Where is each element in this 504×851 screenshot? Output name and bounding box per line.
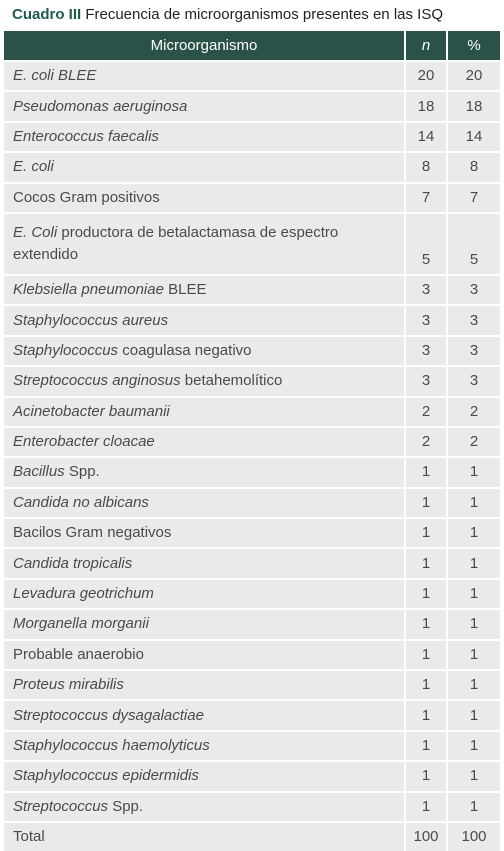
- cell-microorganism: [4, 456, 404, 486]
- microorganism-name-part: E. coli BLEE: [13, 67, 97, 85]
- cell-microorganism: [4, 274, 404, 304]
- microorganism-name-part: Staphylococcus haemolyticus: [13, 737, 210, 754]
- header-microorganism: Microorganismo: [4, 31, 404, 60]
- cell-n: 8: [404, 151, 446, 181]
- cell-n: 100: [404, 821, 446, 851]
- cell-microorganism: [4, 608, 404, 638]
- cell-microorganism: [4, 578, 404, 608]
- header-percent: %: [446, 31, 500, 60]
- cell-microorganism: [4, 639, 404, 669]
- cell-percent: 7: [446, 182, 500, 212]
- microorganism-name-part: Levadura geotrichum: [13, 585, 154, 603]
- microorganism-name-part: Candida no albicans: [13, 493, 149, 511]
- cell-percent: 5: [446, 212, 500, 274]
- header-n: n: [404, 31, 446, 60]
- cell-n: 18: [404, 90, 446, 120]
- cell-percent: 1: [446, 608, 500, 638]
- cell-n: 1: [404, 578, 446, 608]
- cell-percent: 8: [446, 151, 500, 181]
- microorganism-name-part: Streptococcus dysagalactiae: [13, 706, 204, 724]
- microorganism-name-part: productora de betalactamasa de espectro extendido: [13, 223, 339, 263]
- cell-percent: 1: [446, 456, 500, 486]
- microorganism-name-part: Staphylococcus epidermidis: [13, 767, 199, 785]
- cell-percent: 100: [446, 821, 500, 851]
- cell-microorganism: [4, 182, 404, 212]
- table-row: [4, 182, 500, 212]
- caption-text: Frecuencia de microorganismos presentes en las ISQ: [81, 6, 444, 23]
- cell-microorganism: [4, 90, 404, 120]
- cell-percent: 2: [446, 396, 500, 426]
- cell-n: 2: [404, 426, 446, 456]
- cell-microorganism: [4, 791, 404, 821]
- microorganism-name-part: Bacillus: [13, 463, 65, 481]
- table-body: [4, 60, 500, 851]
- cell-percent: 3: [446, 335, 500, 365]
- cell-microorganism: [4, 121, 404, 151]
- cell-microorganism: [4, 669, 404, 699]
- cell-microorganism: [4, 151, 404, 181]
- table-row: [4, 274, 500, 304]
- cell-percent: 1: [446, 669, 500, 699]
- cell-percent: 1: [446, 791, 500, 821]
- microorganism-name-part: Acinetobacter baumanii: [13, 402, 170, 420]
- cell-microorganism: [4, 212, 404, 274]
- cell-percent: 1: [446, 730, 500, 760]
- table-row: [4, 487, 500, 517]
- cell-percent: 1: [446, 517, 500, 547]
- cell-n: 1: [404, 517, 446, 547]
- cell-percent: 1: [446, 547, 500, 577]
- cell-microorganism: [4, 335, 404, 365]
- cell-n: 1: [404, 699, 446, 729]
- microorganism-name-part: Klebsiella pneumoniae: [13, 281, 164, 299]
- microorganism-name-part: Candida tropicalis: [13, 554, 133, 572]
- cell-n: 1: [404, 639, 446, 669]
- microorganism-name-part: Spp.: [64, 463, 100, 481]
- microorganism-name-part: Streptococcus: [13, 797, 109, 815]
- cell-microorganism: [4, 487, 404, 517]
- cell-percent: 20: [446, 60, 500, 90]
- cell-n: 1: [404, 547, 446, 577]
- header-row: [4, 31, 500, 60]
- cell-percent: 3: [446, 304, 500, 334]
- microorganism-name-part: Pseudomonas aeruginosa: [13, 97, 188, 115]
- cell-n: 1: [404, 669, 446, 699]
- cell-n: 2: [404, 396, 446, 426]
- cell-n: 3: [404, 304, 446, 334]
- cell-n: 14: [404, 121, 446, 151]
- cell-n: 1: [404, 456, 446, 486]
- cell-microorganism: [4, 517, 404, 547]
- cell-microorganism: [4, 821, 404, 851]
- cell-percent: 3: [446, 274, 500, 304]
- microorganism-name-part: E. Coli: [13, 223, 58, 241]
- table-row: [4, 456, 500, 486]
- cell-percent: 1: [446, 487, 500, 517]
- table-header: [4, 31, 500, 60]
- cell-microorganism: [4, 365, 404, 395]
- cell-percent: 1: [446, 760, 500, 790]
- cell-percent: 1: [446, 578, 500, 608]
- microorganism-name-part: Cocos Gram positivos: [13, 188, 160, 206]
- microorganism-name-part: Bacilos Gram negativos: [13, 524, 172, 542]
- cell-percent: 1: [446, 639, 500, 669]
- microorganism-table: [4, 31, 500, 851]
- cell-percent: 3: [446, 365, 500, 395]
- table-row: [4, 730, 500, 760]
- microorganism-name-part: Staphylococcus aureus: [13, 311, 169, 329]
- table-row: [4, 669, 500, 699]
- cell-microorganism: [4, 699, 404, 729]
- microorganism-name-part: Enterobacter cloacae: [13, 433, 155, 451]
- table-row: [4, 547, 500, 577]
- cell-n: 3: [404, 335, 446, 365]
- microorganism-name-part: Morganella morganii: [13, 615, 149, 633]
- cell-n: 1: [404, 487, 446, 517]
- table-row: [4, 212, 500, 274]
- table-row: [4, 699, 500, 729]
- cell-percent: 2: [446, 426, 500, 456]
- table-row: [4, 121, 500, 151]
- cell-microorganism: [4, 760, 404, 790]
- cell-percent: 1: [446, 699, 500, 729]
- caption-label: Cuadro III: [12, 6, 82, 23]
- cell-n: 5: [404, 212, 446, 274]
- table-row: [4, 365, 500, 395]
- cell-n: 1: [404, 760, 446, 790]
- table-caption: [12, 5, 443, 25]
- cell-microorganism: [4, 304, 404, 334]
- microorganism-name-part: Total: [13, 828, 45, 846]
- cell-n: 20: [404, 60, 446, 90]
- table-row: [4, 426, 500, 456]
- microorganism-name-part: betahemolítico: [180, 372, 283, 390]
- cell-percent: 14: [446, 121, 500, 151]
- table-row: [4, 335, 500, 365]
- microorganism-name-part: Streptococcus anginosus: [13, 372, 181, 390]
- cell-microorganism: [4, 547, 404, 577]
- microorganism-name-part: BLEE: [163, 281, 207, 299]
- table-row: [4, 151, 500, 181]
- table-row: [4, 517, 500, 547]
- table-row: [4, 791, 500, 821]
- microorganism-name-part: coagulasa negativo: [118, 341, 252, 359]
- table-row: [4, 760, 500, 790]
- cell-n: 7: [404, 182, 446, 212]
- microorganism-name-part: Proteus mirabilis: [13, 676, 124, 694]
- table-row: [4, 396, 500, 426]
- table-row: [4, 60, 500, 90]
- cell-microorganism: [4, 730, 404, 760]
- table-row: [4, 304, 500, 334]
- microorganism-name-part: Spp.: [108, 797, 144, 815]
- cell-n: 1: [404, 608, 446, 638]
- microorganism-name-part: Probable anaerobio: [13, 645, 144, 663]
- cell-microorganism: [4, 60, 404, 90]
- cell-microorganism: [4, 426, 404, 456]
- table-row: [4, 639, 500, 669]
- cell-microorganism: [4, 396, 404, 426]
- cell-n: 3: [404, 274, 446, 304]
- table-row: [4, 608, 500, 638]
- microorganism-name-part: Enterococcus faecalis: [13, 127, 159, 145]
- table-row: [4, 578, 500, 608]
- microorganism-name-part: Staphylococcus: [13, 341, 119, 359]
- table-row: [4, 821, 500, 851]
- cell-n: 1: [404, 791, 446, 821]
- cell-percent: 18: [446, 90, 500, 120]
- table-row: [4, 90, 500, 120]
- cell-n: 1: [404, 730, 446, 760]
- microorganism-name-part: E. coli: [13, 158, 54, 176]
- cell-n: 3: [404, 365, 446, 395]
